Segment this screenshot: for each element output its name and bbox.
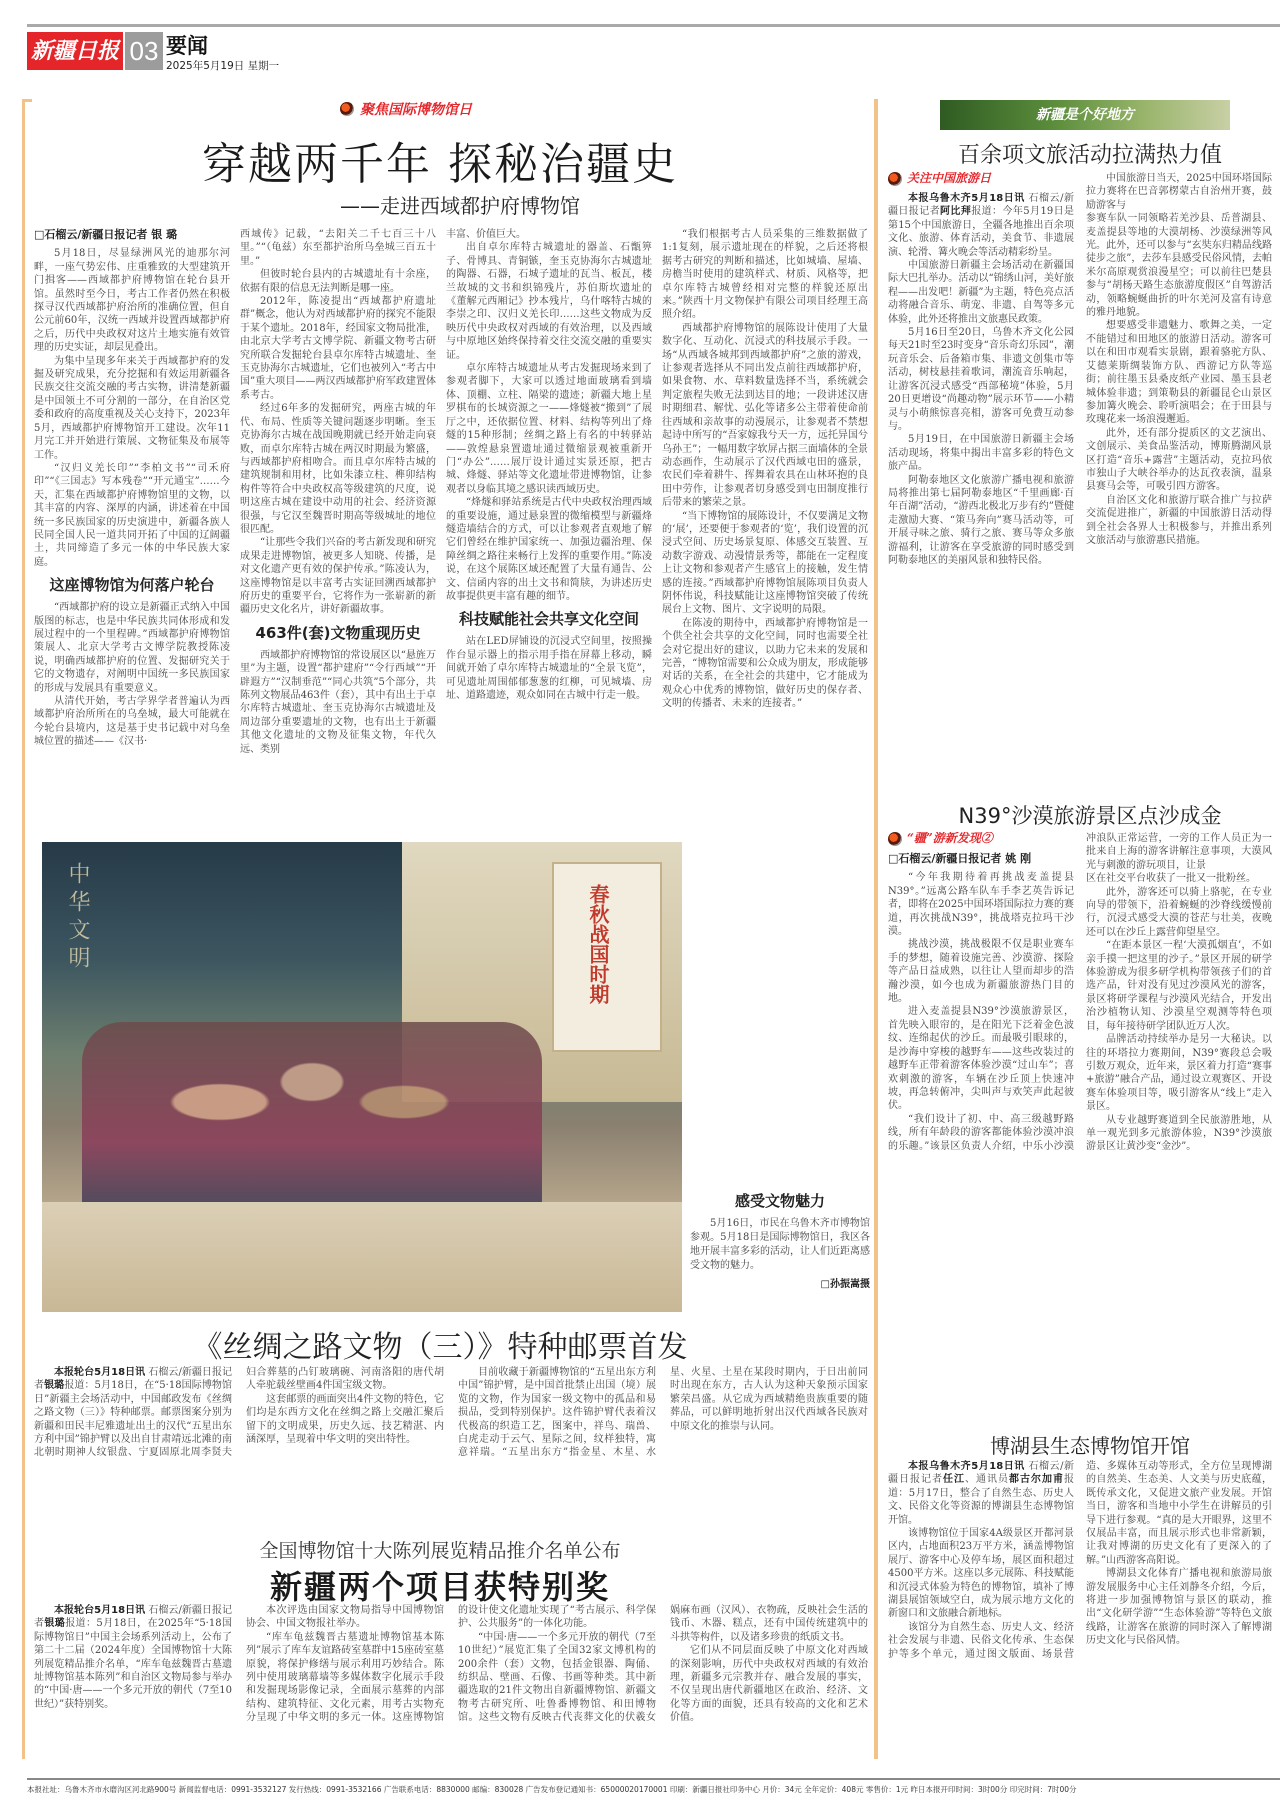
correspondent-name: 都古尔加甫: [1009, 1474, 1064, 1486]
photo-display-board: [552, 862, 662, 1052]
tourism-body: [888, 172, 1272, 794]
photo-board-text: 春秋战国时期: [586, 884, 610, 1004]
reporter-sep: 、通讯员: [965, 1474, 1009, 1486]
desert-kicker-text: “疆”游新发现②: [907, 832, 993, 846]
bohu-headline: 博湖县生态博物馆开馆: [990, 1434, 1190, 1458]
paragraph: “汉归义羌长印”“李柏文书”“司禾府印”“《三国志》写本残卷”“开元通宝”……今天，汇集在西域都护府博物馆里的文物，以其丰富的内容、深厚的内涵，讲述着在中国统一多民族国家的历史演进中，新疆各族人民同全国人民一道共同开拓了中国的辽阔疆土，共同缔造了多元一体的中华民族大家庭。: [34, 462, 230, 568]
main-byline: □石榴云/新疆日报记者 银 璐: [34, 228, 178, 241]
main-kicker-text: 聚焦国际博物馆日: [360, 102, 472, 118]
paragraph: 5月19日，在中国旅游日新疆主会场活动现场，将集中揭出丰富多彩的特色文旅产品。: [888, 434, 1074, 473]
stamp-headline: 《丝绸之路文物（三）》特种邮票首发: [192, 1330, 688, 1365]
paragraph: “西域都护府的设立是新疆正式纳入中国版图的标志，也是中华民族共同体形成和发展过程中的一个里程碑。”西域都护府博物馆策展人、北京大学考古文博学院教授陈凌说，明确西域都护府的位置、发掘研究关于它的文物遗存，对阐明中国统一多民族国家的形成与发展具有重要意义。: [34, 602, 230, 694]
main-kicker: [340, 99, 472, 119]
paragraph-text: 报道：今年5月19日是第15个中国旅游日，全疆各地推出百余项文化、旅游、体育活动，美食节、非遗展演、轮滑、篝火晚会等活动精彩纷呈。: [888, 206, 1074, 258]
paragraph: “让那些令我们兴奋的考古新发现和研究成果走进博物馆，被更多人知晓、传播，是对文化遗产更有效的保护传承。”陈凌认为，这座博物馆是以丰富考古实证回溯西域都护府历史的重要平台，它将作为一张崭新的新疆历史文化名片，讲好新疆故事。: [240, 537, 436, 616]
museum-photo: [42, 842, 682, 1312]
subhead-luntai: 这座博物馆为何落户轮台: [49, 576, 215, 595]
main-subheadline: ——走进西域都护府博物馆: [340, 194, 580, 218]
paragraph: 想要感受非遗魅力、歌舞之美，一定不能错过和田地区的旅游日活动。游客可以在和田市观看实景剧，跟着骆驼方队、艾德莱斯绸装饰方队、西游记方队等巡街；前往墨玉县桑皮纸产业园、墨玉县老城体验非遗；到策勒县的新疆昆仑山景区参加篝火晚会、聆听演唱会；在于田县与玫瑰花来一场浪漫邂逅。: [1086, 320, 1272, 426]
frame-right: [874, 99, 878, 1759]
paragraph: [888, 192, 1074, 259]
paragraph: 2012年，陈凌提出“西域都护府遗址群”概念，他认为对西域都护府的探究不能限于某个遗址。2018年，经国家文物局批准，由北京大学考古文博学院、新疆文物考古研究所联合发掘轮台县卓尔库特古城遗址、奎玉克协海尔古城遗址，它们也被列入“考古中国”重大项目——两汉西域都护府军政建置体系考古。: [240, 296, 436, 401]
paragraph: 为集中呈现多年来关于西域都护府的发掘及研究成果，充分挖掘和有效运用新疆各民族交往交流交融的考古实物，讲清楚新疆是中国领土不可分割的一部分，在自治区党委和政府的高度重视及关心支持下，2023年5月，西域都护府博物馆开工建设。次年11月完工并开始进行策展、文物征集及布展等工作。: [34, 355, 230, 461]
paragraph: 此外，还有部分提质区的文艺演出、文创展示、美食品鉴活动，博斯腾湖风景区打造“音乐+露营”主题活动，克拉玛依市独山子大峡谷举办的达瓦孜表演，温泉县赛马会等，可吸引四方游客。: [1086, 427, 1272, 493]
paragraph: “我们根据考古人员采集的三维数据做了1:1复刻，展示遗址现在的样貌，之后还将根据考古研究的判断和描述，比如城墙、屋墙、房檐当时使用的建筑样式、材质、风格等，把卓尔库特古城曾经相对完整的样貌还原出来。”陕西十月文物保护有限公司项目经理王高照介绍。: [662, 229, 868, 321]
subhead-tech: 科技赋能社会共享文化空间: [458, 610, 639, 629]
paragraph-text: 报道：5月17日，整合了自然生态、历史人文、民俗文化等资源的博湖县生态博物馆开馆。: [888, 1474, 1074, 1526]
tourism-kicker: [888, 172, 1074, 186]
photo-credit: □孙振嵩摄: [820, 1279, 870, 1290]
paragraph: “今年我期待着再挑战麦盖提县N39°。”远离公路车队车手李艺英告诉记者，即将在2025中国环塔国际拉力赛的赛道，再次挑战N39°，挑战塔克拉玛干沙漠。: [888, 872, 1074, 938]
frame-left: [22, 99, 25, 1759]
paragraph: 本次评选由国家文物局指导中国博物馆协会、中国文物报社举办。: [246, 1605, 444, 1630]
section-title: 要闻: [166, 34, 208, 58]
reporter-prefix: 石榴云/新疆日报记者: [34, 1367, 232, 1392]
newspaper-logo: 新疆日报: [27, 32, 123, 70]
tourism-headline: 百余项文旅活动拉满热力值: [957, 143, 1222, 168]
paragraph: 自治区文化和旅游厅联合推广与拉萨交流促进推广，新疆的中国旅游日活动得到全社会各界人士积极参与，并推出系列文旅活动与旅游惠民措施。: [1086, 494, 1272, 546]
main-col-1: [34, 228, 230, 836]
paragraph: 5月18日，尽显绿洲风光的迪那尔河畔，一座气势宏伟、庄重雅致的大型建筑开门揖客——西域都护府博物馆在轮台县开馆。虽然时至今日，考古工作者仍然在积极探寻汉代西域都护府治所的准确位置，但自公元前60年，汉统一西域并设置西域都护府之后，历代中央政权对这片土地实施有效管理的历史实证，却层见叠出。: [34, 248, 230, 354]
paragraph: 这套邮票的画面突出4件文物的特色，它们均是东西方文化在丝绸之路上交融汇聚后留下的文明成果，历史久远、技艺精湛、内涵深厚，呈现着中华文明的突出特性。: [246, 1393, 444, 1446]
caption-text: 5月16日，市民在乌鲁木齐市博物馆参观。5月18日是国际博物馆日，我区各地开展丰富多彩的活动，让人们近距离感受文物的魅力。: [690, 1218, 870, 1271]
paragraph: “我们设计了初、中、高三级越野路线，所有年龄段的游客都能体验沙漠冲浪的乐趣。”该景区负责人介绍，中乐小沙漠冲浪队正常运营，一旁的工作人员正为一批来自上海的游客讲解注意事项，大漠风光与刺激的游玩项目，让景: [888, 833, 1272, 1152]
paragraph: 品牌活动持续举办是另一大秘诀。以往的环塔拉力赛期间，N39°赛段总会吸引数万观众，近年来，景区着力打造“赛事+旅游”融合产品，通过设立观赛区、开设赛车体验项目等，吸引游客从“线上”走入景区。: [1086, 1034, 1272, 1113]
footer-info: 本报社址：乌鲁木齐市水磨沟区河北路900号 新闻监督电话：0991-3532127 发行热线：0991-3532166 广告联系电话：8830000 邮编：830028 广告发布登记通知书：65000020170001 印刷：新疆日报社印务中心 月价：34元 全年定价：408元 零售价：1元 昨日本报开印时间：3时00分 印完时间：7时00分: [27, 1785, 1077, 1794]
bullet-dot-icon: [888, 172, 902, 186]
paragraph: 中国旅游日当天，2025中国环塔国际拉力赛将在巴音郭楞蒙古自治州开赛，鼓励游客与: [1086, 173, 1272, 211]
paragraph: 出自卓尔库特古城遗址的器盖、石甑箅子、骨博具、青铜镞，奎玉克协海尔古城遗址的陶器、石器，石城子遗址的瓦当、板瓦，楼兰故城的文书和织锦残片，苏伯斯坎遗址的《董解元西厢记》抄本残片，乌什喀特古城的李崇之印、汉归义羌长印……这些文物成为反映历代中央政权对西域的有效治理，以及西域与中原地区始终保持着交往交流交融的重要实证。: [446, 242, 652, 361]
paragraph: 目前收藏于新疆博物馆的“五星出东方利中国”锦护臂，是中国首批禁止出国（境）展览的文物，作为国家一级文物中的孤品和易损品，受到特别保护。这件锦护臂代表着汉代极高的织造工艺，图案中，祥鸟、瑞兽、白虎走动于云气、星际之间，纹样独特，寓意祥瑞。“五星出东方”指金星、木星、水星、火星、土星在某段时期内，于日出前同时出现在东方，古人认为这种天象预示国家繁荣昌盛。从它成为西域精绝贵族重要的随葬品，可以鲜明地折射出汉代西域各民族对中原文化的推崇与认同。: [458, 1367, 868, 1459]
photo-wall-text: 中华文明: [65, 862, 90, 974]
desert-headline: N39°沙漠旅游景区点沙成金: [958, 804, 1222, 828]
bohu-body: [888, 1460, 1272, 1774]
reporter-prefix: 石榴云/新疆日报记者: [888, 1461, 1074, 1486]
frame-corner: [22, 99, 32, 102]
paragraph: 在陈凌的期待中，西域都护府博物馆是一个供全社会共享的文化空间，同时也需要全社会对它提出好的建议，以助力它未来的发展和完善，“博物馆需要和公众成为朋友，形成能够对话的关系，在全社会的共建中，它才能成为观众心中优秀的博物馆，做好历史的保存者、文明的传播者、未来的连接者。”: [662, 617, 868, 710]
paragraph: [34, 1604, 232, 1711]
subhead-463: 463件(套)文物重现历史: [255, 623, 421, 642]
reporter-name: 银璐: [44, 1618, 66, 1630]
bullet-dot-icon: [340, 102, 354, 116]
caption-title: 感受文物魅力: [734, 1192, 825, 1210]
photo-exhibit-table: [42, 1202, 682, 1312]
paragraph: 该博物馆位于国家4A级景区开都河景区内，占地面积23万平方米，涵盖博物馆展厅、游客中心及停车场，展区面积超过4500平方米。这座以多元展陈、科技赋能和沉浸式体验为特色的博物馆，填补了博湖县展馆领域空白，成为展示地方文化的新窗口和文旅融合新地标。: [888, 1528, 1074, 1620]
paragraph: 该馆分为自然生态、历史人文、经济社会发展与非遗、民俗文化传承、生态保护等多个单元，通过图文版面、场景营造、多媒体互动等形式，全方位呈现博湖的自然美、生态美、人文美与历史底蕴，既传承文化，又促进文旅产业发展。开馆当日，游客和当地中小学生在讲解员的引导下进行参观。“真的是大开眼界，这里不仅展品丰富，而且展示形式也非常新颖，让我对博湖的历史文化有了更深入的了解。”山西游客高阳说。: [888, 1461, 1272, 1660]
paragraph: 此外，游客还可以骑上骆驼，在专业向导的带领下，沿着蜿蜒的沙脊线缓慢前行，沉浸式感受大漠的苍茫与壮美，夜晚还可以在沙丘上露营仰望星空。: [1086, 886, 1272, 938]
paragraph: 从专业越野赛道到全民旅游胜地，从单一观光到多元旅游体验，N39°沙漠旅游景区让黄沙变“金沙”。: [1086, 1114, 1272, 1153]
paragraph: 挑战沙漠，挑战极限不仅是职业赛车手的梦想，随着设施完善、沙漠游、探险等产品日益成熟，以往让人望而却步的浩瀚沙漠，如今也成为新疆旅游热门目的地。: [888, 939, 1074, 1005]
page-number: 03: [125, 32, 163, 70]
paragraph: 站在LED屏铺设的沉浸式空间里，按照操作台显示器上的指示用手指在屏幕上移动，瞬间就开始了卓尔库特古城遗址的“全景飞览”，可见遗址周围郁郁葱葱的红柳，可见城墙、房址、道路遗迹，观众如同在古城中行走一般。: [446, 636, 652, 701]
paragraph: 5月16日至20日，乌鲁木齐文化公园每天21时至23时变身“音乐奇幻乐园”，潮玩音乐会、后备箱市集、非遗文创集市等活动，树枝悬挂着歌词，潮流音乐响起，让游客沉浸式感受“西部秘境”体验，5月20日更增设“尚趣动物”展示环节——小精灵与小萌熊惊喜亮相，游客可免费互动参与。: [888, 327, 1074, 432]
dateline: 本报乌鲁木齐5月18日讯: [908, 1461, 1025, 1472]
paragraph-text: 报道：5月18日，在“5·18国际博物馆日”新疆主会场活动中，中国邮政发布《丝绸之路文物（三）》特种邮票。邮票图案分别为新疆和田民丰尼雅遗址出土的汉代“五星出东方利中国”锦护臂以及出自甘肃靖远北滩的南北朝时期神人纹银盘、宁夏固原北周李贤夫妇合葬墓的凸钉玻璃碗、河南洛阳的唐代胡人牵驼载丝壁画4件国宝级文物。: [34, 1367, 444, 1459]
paragraph: 进入麦盖提县N39°沙漠旅游景区，首先映入眼帘的，是在阳光下泛着金色波纹、连绵起伏的沙丘。而最吸引眼球的，是沙海中穿梭的越野车——这些改装过的越野车正带着游客体验沙漠“过山车”；喜欢刺激的游客，车辆在沙丘顶上快速冲坡，再急转俯冲，尖叫声与欢笑声此起彼伏。: [888, 1006, 1074, 1112]
header-rule: [27, 24, 1280, 27]
reporter-name: 任江: [943, 1474, 965, 1486]
publication-date: 2025年5月19日 星期一: [166, 60, 280, 72]
paragraph: 阿勒泰地区文化旅游广播电视和旅游局将推出第七届阿勒泰地区“千里画廊·百年百湖”活动，“游西北极北万步有约”暨健走激励大赛、“策马奔向”赛马活动等，可开展寻味之旅、骑行之旅、赛马等众多旅游福利，让游客在享受旅游的同时感受到阿勒泰地区的美丽风景和独特民俗。: [888, 474, 1074, 566]
paragraph: “当下博物馆的展陈设计，不仅要满足文物的‘展’，还要便于参观者的‘览’，我们设置的沉浸式空间、历史场景复原、体感交互装置、互动数字游戏、动漫情景秀等，都能在一定程度上让文物和参观者产生感官上的接触，发生情感的连接。”西域都护府博物馆展陈项目负责人阴怀伟说，科技赋能让这座博物馆突破了传统展台上文物、图片、文字说明的局限。: [662, 510, 868, 616]
paragraph: 它们从不同层面反映了中原文化对西域的深刻影响，历代中央政权对西域的有效治理，新疆多元宗教并存、融合发展的事实，不仅呈现出唐代新疆地区在政治、经济、文化等方面的面貌，还具有较高的文化和艺术价值。: [670, 1645, 868, 1724]
photo-visitors: [82, 1022, 542, 1222]
paragraph: 博湖县文化体育广播电视和旅游局旅游发展服务中心主任刘静冬介绍，今后，将进一步加强博物馆与景区的联动，推出“文化研学游”“生态体验游”等特色文旅线路，让游客在旅游的同时深入了解博湖历史文化与民俗风情。: [1086, 1568, 1272, 1647]
paragraph: 丰富、价值巨大。: [446, 229, 526, 240]
desert-body: [888, 832, 1272, 1422]
desert-byline: □石榴云/新疆日报记者 姚 刚: [888, 852, 1032, 865]
award-headline: 新疆两个项目获特别奖: [269, 1568, 610, 1606]
bullet-dot-icon: [888, 832, 902, 846]
reporter-name: 银璐: [44, 1380, 65, 1392]
paragraph: [888, 1460, 1074, 1527]
desert-kicker: [888, 832, 1074, 846]
paragraph: “在距本景区一程‘大漠孤烟直’，不如亲手摸一把这里的沙子。”景区开展的研学体验游成为很多研学机构带领孩子们的首选产品，针对没有见过沙漠风光的游客，景区将研学课程与沙漠风光结合，开发出治沙植物认知、沙漠星空观测等特色项目，每年接待研学团队近万人次。: [1086, 940, 1272, 1032]
tourism-kicker-text: 关注中国旅游日: [907, 172, 992, 186]
paragraph: 参赛车队一同领略若羌沙县、岳普湖县、麦盖提县等地的大漠胡杨、沙漠绿洲等风光。此外，还可以参与“玄奘东归精品线路徒步之旅”，去莎车县感受民俗风情，去帕米尔高原观赏浪漫星空；可以前往巴楚县参与“胡杨天路生态旅游度假区”自驾游活动，领略蜿蜒曲折的叶尔羌河及富有诗意的雅丹地貌。: [1086, 213, 1272, 319]
paragraph-text: 报道：5月18日，在2025年“5·18国际博物馆日”中国主会场系列活动上，公布了第二十二届（2024年度）全国博物馆十大陈列展览精品推介名单，“库车龟兹魏晋古墓遗址博物馆基本陈列”和自治区文物局参与举办的“中国·唐——一个多元开放的朝代（7至10世纪）”获特别奖。: [34, 1618, 232, 1710]
paragraph: “烽燧和驿站系统是古代中央政权治理西域的重要设施，通过悬泉置的微缩模型与新疆烽燧造墙结合的方式，可以让参观者直观地了解它们曾经在维护国家统一、加强边疆治理、保障丝绸之路往来畅行上发挥的重要作用。”陈凌说，在这个展陈区域还配置了大量有通告、公文、信函内容的出土文书和简牍，为讲述历史故事提供更丰富有趣的细节。: [446, 497, 652, 602]
award-body: [34, 1604, 868, 1776]
paragraph: 西域都护府博物馆的展陈设计使用了大量数字化、互动化、沉浸式的科技展示手段。一场“从西域各城邦到西域都护府”之旅的游戏，让参观者选择从不同出发点前往西域都护府，如果食物、水、草料数量选择不当，系统就会判定旅程失败无法到达目的地；一段讲述汉唐时期细君、解忧、弘化等诸多公主带着使命前往西域和亲故事的动漫展示，让参观者不禁想起诗中所写的“吾家嫁我兮天一方，远托异国兮乌孙王”；一幅用数字软屏占据三面墙体的全景动态画作，生动展示了汉代西域屯田的盛景，农民们牵着耕牛、挥舞着农具在山林环抱的良田中劳作，让参观者切身感受到屯田制度推行后带来的繁荣之景。: [662, 322, 868, 509]
reporter-prefix: 石榴云/新疆日报记者: [34, 1605, 232, 1630]
dateline: 本报乌鲁木齐5月18日讯: [908, 193, 1025, 204]
paragraph: 从清代开始，考古学界学者普遍认为西域都护府治所所在的乌垒城，最大可能就在今轮台县境内，这是基于史书记载中对乌垒城位置的描述——《汉书·: [34, 696, 230, 748]
dateline: 本报轮台5月18日讯: [54, 1367, 146, 1378]
stamp-body: [34, 1366, 868, 1530]
main-col-4: [662, 228, 868, 836]
main-col-2: [240, 228, 436, 836]
dateline: 本报轮台5月18日讯: [54, 1605, 146, 1616]
paragraph: “中国·唐——一个多元开放的朝代（7至10世纪）”展览汇集了全国32家文博机构的200余件（套）文物，包括金银器、陶俑、纺织品、壁画、石像、书画等种类。其中新疆选取的21件文物出自新疆博物馆、新疆文物考古研究所、吐鲁番博物馆、和田博物馆。这些文物有反映古代丧葬文化的伏羲女娲麻布画（汉风）、衣物疏，反映社会生活的钱币、木器、糕点，还有中国传统建筑中的斗拱等构件，以及诸多珍贵的纸质文书。: [458, 1605, 868, 1724]
main-headline: 穿越两千年 探秘治疆史: [202, 139, 678, 190]
xinjiang-banner: 新疆是个好地方: [940, 100, 1230, 130]
paragraph: 西域传》记载，“去阳关二千七百三十八里。”“（龟兹）东至都护治所乌垒城三百五十里。”: [240, 229, 436, 267]
paragraph: 但彼时轮台县内的古城遗址有十余座，依据有限的信息无法判断是哪一座。: [240, 269, 436, 294]
reporter-name: 阿比拜: [940, 206, 972, 218]
main-col-3: [446, 228, 652, 836]
footer-rule: [27, 1778, 1280, 1780]
photo-caption: [690, 1190, 870, 1290]
paragraph: 区在社交平台收获了一批又一批粉丝。: [1086, 873, 1256, 885]
paragraph: “库车龟兹魏晋古墓遗址博物馆基本陈列”展示了库车友谊路砖室墓群中15座砖室墓原貌，将保护修缮与展示利用巧妙结合。陈列中使用玻璃幕墙等多媒体数字化展示手段和发掘现场影像记录，全面展示墓葬的内部结构、建筑特征、文化元素，用考古实物充分呈现了中华文明的多元一体。这座博物馆的设计使文化遗址实现了“考古展示、科学保护、公共服务”的一体化功能。: [246, 1605, 656, 1724]
paragraph: 中国旅游日新疆主会场活动在新疆国际大巴扎举办。活动以“锦绣山河，美好旅程——出发吧！新疆”为主题，特色亮点活动将融合音乐、萌宠、非遗、自驾等多元体验，此外还将推出文旅惠民政策。: [888, 260, 1074, 325]
paragraph: 经过6年多的发掘研究，两座古城的年代、布局、性质等关键问题逐步明晰。奎玉克协海尔古城在战国晚期就已经开始走向衰败，而卓尔库特古城在两汉时期最为繁盛，与西域都护府相吻合。而且卓尔库特古城的建筑规制和用材，比如朱漆立柱、榫卯结构构件等符合中央政权高等级建筑的尺度，说明这座古城在建设中动用的社会、经济资源很强，与它汉至魏晋时期高等级城址的地位很匹配。: [240, 403, 436, 535]
award-pretitle: 全国博物馆十大陈列展览精品推介名单公布: [259, 1540, 621, 1562]
paragraph: 西域都护府博物馆的常设展区以“悬旌万里”为主题，设置“都护建府”“令行西域”“开辟遐方”“汉制垂范”“同心共筑”5个部分，共陈列文物展品463件（套），其中有出土于卓尔库特古城遗址、奎玉克协海尔古城遗址及周边部分重要遗址的文物，也有出土于新疆其他文化遗址的文物及征集文物，年代久远、类别: [240, 649, 436, 755]
paragraph: 卓尔库特古城遗址从考古发掘现场来到了参观者脚下，大家可以透过地面玻璃看到墙体、顶棚、立柱、隔梁的遗迹；新疆大地上星罗棋布的长城资源之一——烽燧被“搬到”了展厅之中，还依据位置、材料、结构等列出了烽燧的15种形制；丝绸之路上有名的中转驿站——敦煌悬泉置遗址通过微缩景观被重新开门“办公”……展厅设计通过实景还原，把古城、烽燧、驿站等文化遗址带进博物馆，让参观者以身临其境之感识读西域历史。: [446, 363, 652, 495]
reporter-prefix: 石榴云/新疆日报记者: [888, 193, 1074, 218]
